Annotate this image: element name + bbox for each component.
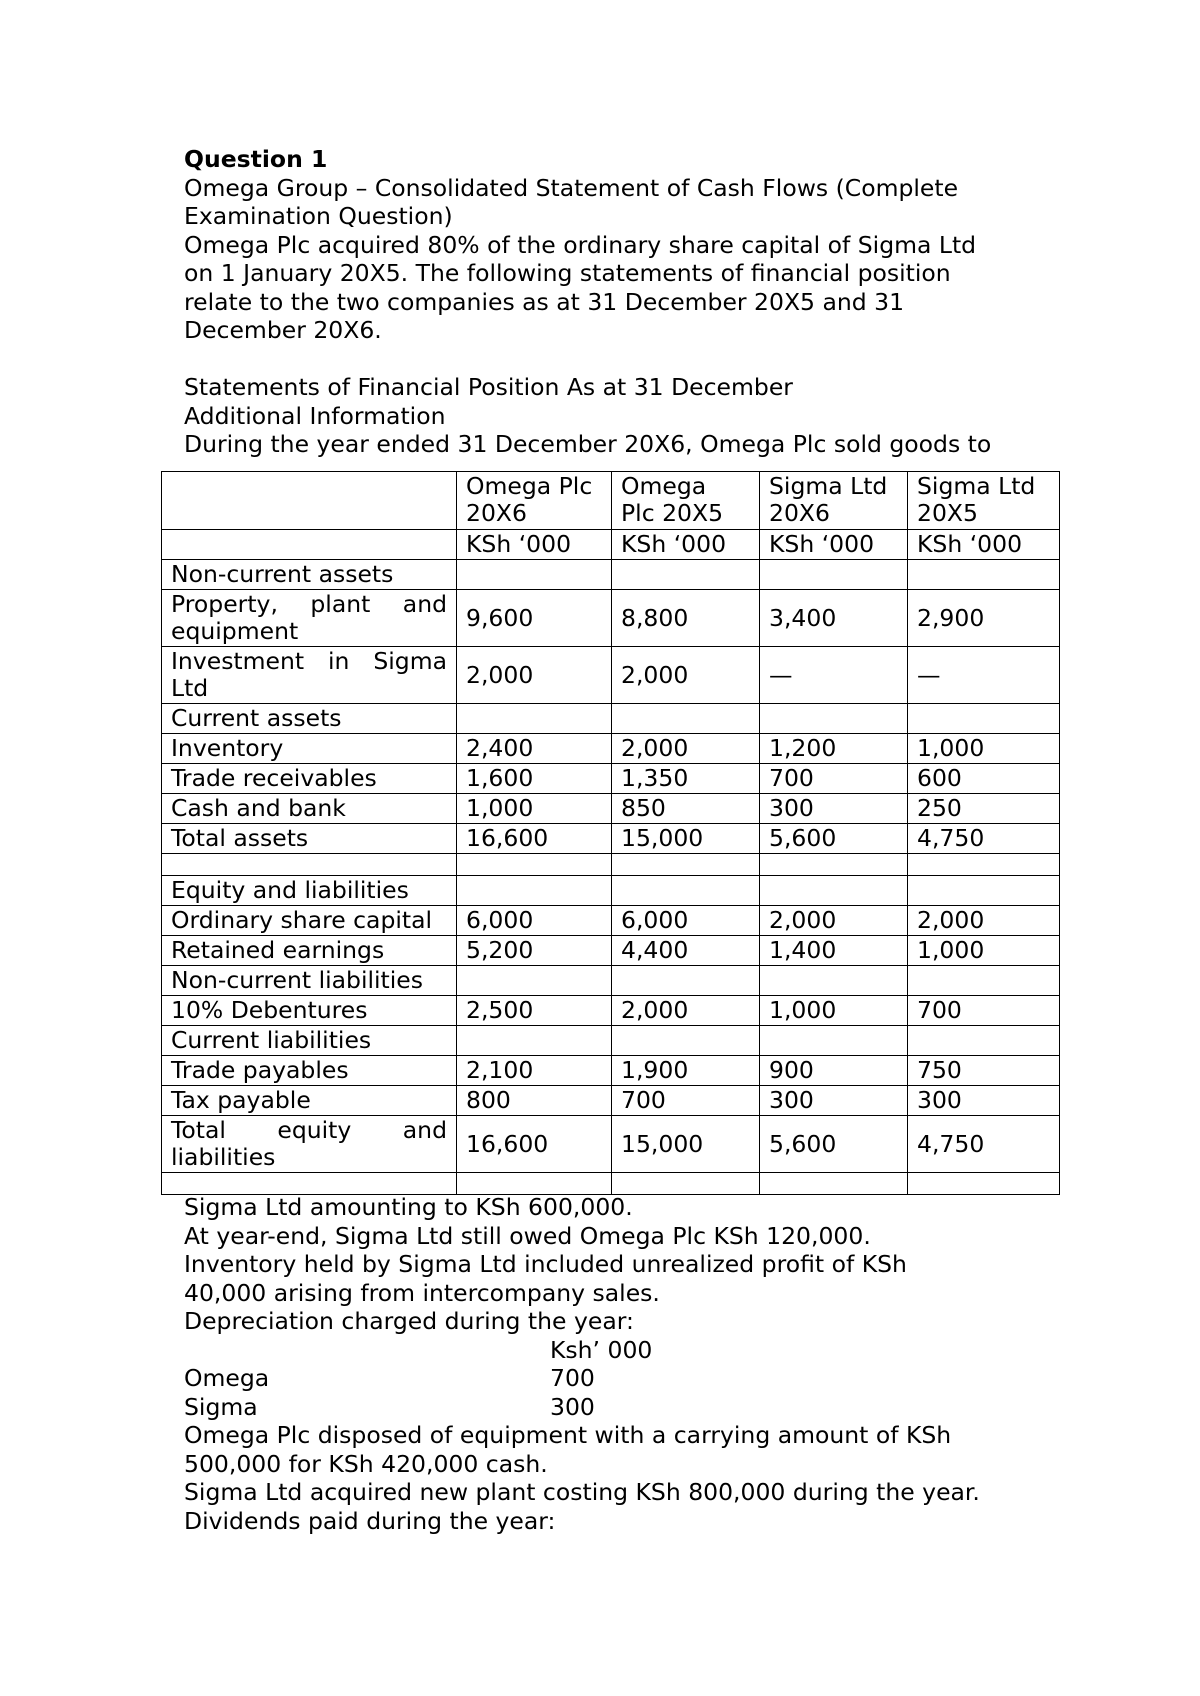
value-cell: 16,600 bbox=[457, 1116, 612, 1173]
unit-row bbox=[162, 530, 1060, 560]
value-cell: 3,400 bbox=[760, 590, 908, 647]
value-cell: 1,900 bbox=[612, 1056, 760, 1086]
empty-cell bbox=[908, 1026, 1060, 1056]
unit-blank-cell bbox=[162, 530, 457, 560]
financial-position-table bbox=[161, 471, 1060, 1195]
row-label: Current assets bbox=[162, 704, 457, 734]
row-label: Tax payable bbox=[162, 1086, 457, 1116]
empty-cell bbox=[612, 560, 760, 590]
empty-cell bbox=[457, 1026, 612, 1056]
value-cell: 1,200 bbox=[760, 734, 908, 764]
info-line: Inventory held by Sigma Ltd included unrealized profit of KSh bbox=[184, 1250, 907, 1278]
value-cell: — bbox=[760, 647, 908, 704]
row-label: Non-current assets bbox=[162, 560, 457, 590]
intro-line: Examination Question) bbox=[184, 202, 453, 230]
value-cell: 2,000 bbox=[908, 906, 1060, 936]
intro-line: on 1 January 20X5. The following statements of financial position bbox=[184, 259, 951, 287]
section-row bbox=[162, 704, 1060, 734]
info-line: At year-end, Sigma Ltd still owed Omega Plc KSh 120,000. bbox=[184, 1221, 871, 1250]
table-row bbox=[162, 794, 1060, 824]
value-cell: 800 bbox=[457, 1086, 612, 1116]
value-cell: 850 bbox=[612, 794, 760, 824]
total-row bbox=[162, 824, 1060, 854]
value-cell: 2,900 bbox=[908, 590, 1060, 647]
row-label: Property, plant and equipment bbox=[162, 590, 457, 647]
value-cell: 1,600 bbox=[457, 764, 612, 794]
depreciation-unit: Ksh’ 000 bbox=[550, 1335, 653, 1364]
sofp-heading: Statements of Financial Position As at 31 December bbox=[184, 373, 793, 401]
empty-cell bbox=[612, 1173, 760, 1195]
depreciation-blank bbox=[184, 1336, 550, 1365]
value-cell: 1,000 bbox=[760, 996, 908, 1026]
table-row bbox=[162, 764, 1060, 794]
value-cell: 4,750 bbox=[908, 1116, 1060, 1173]
unit-cell: KSh ‘000 bbox=[612, 530, 760, 560]
depreciation-unit-row bbox=[184, 1336, 1064, 1365]
table-header-row bbox=[162, 472, 1060, 530]
value-cell: 15,000 bbox=[612, 824, 760, 854]
row-label: Current liabilities bbox=[162, 1026, 457, 1056]
row-label: Trade receivables bbox=[162, 764, 457, 794]
value-cell: 700 bbox=[908, 996, 1060, 1026]
section-row bbox=[162, 1026, 1060, 1056]
value-cell: 15,000 bbox=[612, 1116, 760, 1173]
row-label: Non-current liabilities bbox=[162, 966, 457, 996]
empty-cell bbox=[162, 1173, 457, 1195]
value-cell: 2,500 bbox=[457, 996, 612, 1026]
section-row bbox=[162, 876, 1060, 906]
value-cell: 750 bbox=[908, 1056, 1060, 1086]
intro-line: December 20X6. bbox=[184, 316, 382, 344]
empty-cell bbox=[457, 854, 612, 876]
header-blank-cell bbox=[162, 472, 457, 530]
depreciation-value: 300 bbox=[550, 1392, 595, 1421]
empty-cell bbox=[760, 966, 908, 996]
blank-row bbox=[162, 1173, 1060, 1195]
empty-cell bbox=[457, 560, 612, 590]
value-cell: 700 bbox=[612, 1086, 760, 1116]
value-cell: 600 bbox=[908, 764, 1060, 794]
empty-cell bbox=[908, 1173, 1060, 1195]
row-label: Total assets bbox=[162, 824, 457, 854]
unit-cell: KSh ‘000 bbox=[908, 530, 1060, 560]
value-cell: 300 bbox=[760, 794, 908, 824]
value-cell: 1,400 bbox=[760, 936, 908, 966]
additional-info-heading: Additional Information bbox=[184, 401, 446, 430]
value-cell: 8,800 bbox=[612, 590, 760, 647]
empty-cell bbox=[908, 854, 1060, 876]
row-label: 10% Debentures bbox=[162, 996, 457, 1026]
table-row bbox=[162, 590, 1060, 647]
value-cell: 1,350 bbox=[612, 764, 760, 794]
depreciation-row bbox=[184, 1393, 1064, 1422]
empty-cell bbox=[908, 560, 1060, 590]
info-line: 500,000 for KSh 420,000 cash. bbox=[184, 1449, 548, 1478]
empty-cell bbox=[457, 966, 612, 996]
additional-info-line: During the year ended 31 December 20X6, Omega Plc sold goods to bbox=[184, 430, 992, 458]
value-cell: — bbox=[908, 647, 1060, 704]
value-cell: 2,000 bbox=[457, 647, 612, 704]
depreciation-company: Sigma bbox=[184, 1392, 258, 1421]
value-cell: 2,000 bbox=[612, 647, 760, 704]
value-cell: 6,000 bbox=[612, 906, 760, 936]
additional-info-section bbox=[184, 1193, 1064, 1535]
empty-cell bbox=[612, 854, 760, 876]
value-cell: 2,000 bbox=[612, 734, 760, 764]
value-cell: 9,600 bbox=[457, 590, 612, 647]
table-row bbox=[162, 936, 1060, 966]
row-label: Retained earnings bbox=[162, 936, 457, 966]
value-cell: 250 bbox=[908, 794, 1060, 824]
column-header: Omega Plc 20X5 bbox=[612, 472, 760, 530]
blank-row bbox=[162, 854, 1060, 876]
value-cell: 2,400 bbox=[457, 734, 612, 764]
value-cell: 5,600 bbox=[760, 824, 908, 854]
value-cell: 300 bbox=[760, 1086, 908, 1116]
table-row bbox=[162, 1086, 1060, 1116]
depreciation-company: Omega bbox=[184, 1364, 270, 1392]
empty-cell bbox=[760, 876, 908, 906]
value-cell: 900 bbox=[760, 1056, 908, 1086]
empty-cell bbox=[908, 966, 1060, 996]
empty-cell bbox=[457, 1173, 612, 1195]
table-row bbox=[162, 906, 1060, 936]
empty-cell bbox=[612, 966, 760, 996]
empty-cell bbox=[760, 704, 908, 734]
intro-line: Omega Group – Consolidated Statement of Cash Flows (Complete bbox=[184, 173, 959, 202]
column-header: Omega Plc 20X6 bbox=[457, 472, 612, 530]
empty-cell bbox=[612, 704, 760, 734]
value-cell: 2,100 bbox=[457, 1056, 612, 1086]
value-cell: 300 bbox=[908, 1086, 1060, 1116]
value-cell: 16,600 bbox=[457, 824, 612, 854]
empty-cell bbox=[760, 1026, 908, 1056]
intro-line: relate to the two companies as at 31 December 20X5 and 31 bbox=[184, 287, 905, 316]
depreciation-row bbox=[184, 1364, 1064, 1393]
empty-cell bbox=[760, 560, 908, 590]
value-cell: 700 bbox=[760, 764, 908, 794]
empty-cell bbox=[457, 876, 612, 906]
value-cell: 6,000 bbox=[457, 906, 612, 936]
section-row bbox=[162, 560, 1060, 590]
blank-line bbox=[184, 345, 1064, 374]
empty-cell bbox=[162, 854, 457, 876]
total-row bbox=[162, 1116, 1060, 1173]
row-label: Investment in Sigma Ltd bbox=[162, 647, 457, 704]
empty-cell bbox=[760, 854, 908, 876]
empty-cell bbox=[908, 876, 1060, 906]
row-label: Total equity and liabilities bbox=[162, 1116, 457, 1173]
empty-cell bbox=[612, 1026, 760, 1056]
info-line: 40,000 arising from intercompany sales. bbox=[184, 1278, 660, 1307]
row-label: Inventory bbox=[162, 734, 457, 764]
value-cell: 4,400 bbox=[612, 936, 760, 966]
value-cell: 2,000 bbox=[760, 906, 908, 936]
table-row bbox=[162, 647, 1060, 704]
empty-cell bbox=[908, 704, 1060, 734]
value-cell: 5,200 bbox=[457, 936, 612, 966]
row-label: Cash and bank bbox=[162, 794, 457, 824]
table-row bbox=[162, 734, 1060, 764]
value-cell: 1,000 bbox=[908, 734, 1060, 764]
info-line: Dividends paid during the year: bbox=[184, 1506, 556, 1535]
info-line: Sigma Ltd acquired new plant costing KSh 800,000 during the year. bbox=[184, 1478, 980, 1506]
table-row bbox=[162, 996, 1060, 1026]
empty-cell bbox=[457, 704, 612, 734]
intro-section bbox=[184, 145, 1064, 459]
value-cell: 4,750 bbox=[908, 824, 1060, 854]
value-cell: 1,000 bbox=[908, 936, 1060, 966]
table-row bbox=[162, 1056, 1060, 1086]
row-label: Trade payables bbox=[162, 1056, 457, 1086]
question-title: Question 1 bbox=[184, 145, 328, 173]
value-cell: 5,600 bbox=[760, 1116, 908, 1173]
value-cell: 1,000 bbox=[457, 794, 612, 824]
row-label: Ordinary share capital bbox=[162, 906, 457, 936]
depreciation-value: 700 bbox=[550, 1364, 595, 1392]
info-line: Omega Plc disposed of equipment with a carrying amount of KSh bbox=[184, 1421, 952, 1449]
unit-cell: KSh ‘000 bbox=[760, 530, 908, 560]
section-row bbox=[162, 966, 1060, 996]
value-cell: 2,000 bbox=[612, 996, 760, 1026]
info-line: Depreciation charged during the year: bbox=[184, 1307, 634, 1335]
unit-cell: KSh ‘000 bbox=[457, 530, 612, 560]
column-header: Sigma Ltd 20X6 bbox=[760, 472, 908, 530]
intro-line: Omega Plc acquired 80% of the ordinary share capital of Sigma Ltd bbox=[184, 230, 977, 259]
row-label: Equity and liabilities bbox=[162, 876, 457, 906]
column-header: Sigma Ltd 20X5 bbox=[908, 472, 1060, 530]
empty-cell bbox=[612, 876, 760, 906]
info-line: Sigma Ltd amounting to KSh 600,000. bbox=[184, 1193, 633, 1221]
empty-cell bbox=[760, 1173, 908, 1195]
